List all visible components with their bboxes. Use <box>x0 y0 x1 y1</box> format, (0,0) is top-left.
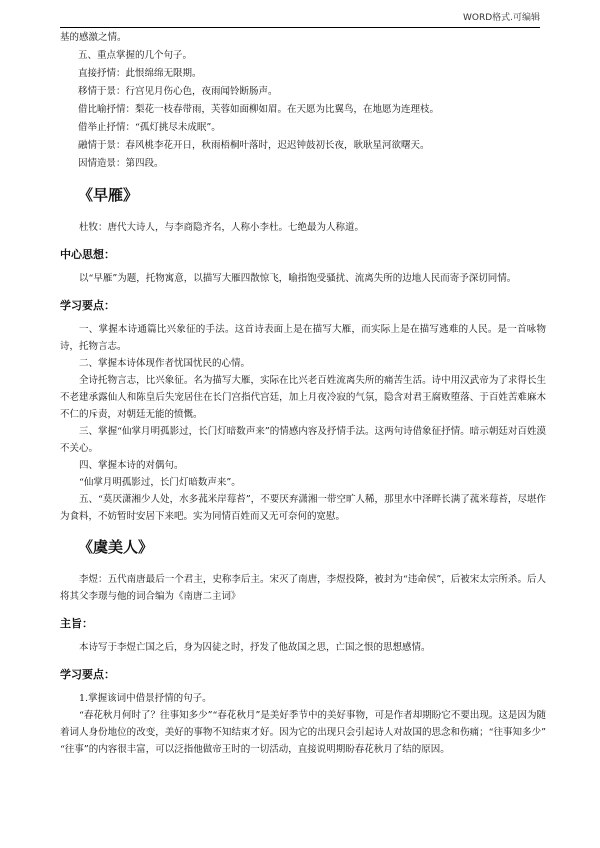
section-title: 《早雁》 <box>78 186 139 204</box>
author-intro: 李煜：五代南唐最后一个君主，史称李后主。宋灭了南唐，李煜投降，被封为“违命侯”，后被宋太宗所杀。后人将其父李璟与他的词合编为《南唐二主词》 <box>60 574 546 602</box>
header-rule <box>60 27 540 28</box>
document-body <box>60 29 546 758</box>
text-line: 因情造景：第四段。 <box>78 158 164 169</box>
study-point: 1.掌握该词中借景抒情的句子。 <box>79 693 212 704</box>
author-intro: 杜牧：唐代大诗人，与李商隐齐名，人称小李杜。七绝最为人称道。 <box>79 222 365 233</box>
theme-text: 以“早雁”为题，托物寓意，以描写大雁四散惊飞，喻指饱受骚扰、流离失所的边地人民而寄予深切同情。 <box>79 273 517 284</box>
theme-text: 本诗写于李煜亡国之后，身为囚徒之时，抒发了他故国之思，亡国之恨的思想感情。 <box>79 642 431 653</box>
text-line: 基的感激之情。 <box>60 32 127 43</box>
points-heading: 学习要点： <box>60 299 115 312</box>
study-point: “仙掌月明孤影过，长门灯暗数声来”。 <box>79 477 241 488</box>
points-heading: 学习要点： <box>60 668 115 681</box>
text-line: 借举止抒情：“孤灯挑尽未成眠”。 <box>78 122 221 133</box>
study-point: “春花秋月何时了？往事知多少”“春花秋月”是美好季节中的美好事物，可是作者却期盼它不要出现。这是因为随着词人身份地位的改变，美好的事物不知结束才好。因为它的出现只会引起诗人对故国的思念和伤痛；“往事知多少” “往事”的内容很丰富，可以泛指他做帝王时的一切活动，直接说明期盼春花秋月了结的原因。 <box>60 710 546 755</box>
text-line: 移情于景：行宫见月伤心色，夜雨闻铃断肠声。 <box>78 86 278 97</box>
text-line: 五、重点掌握的几个句子。 <box>78 50 193 61</box>
study-point: 四、掌握本诗的对偶句。 <box>79 460 184 471</box>
study-point: 三、掌握“仙掌月明孤影过，长门灯暗数声来”的情感内容及抒情手法。这两句诗借象征抒情。暗示朝廷对百姓漠不关心。 <box>60 426 546 454</box>
study-point: 全诗托物言志，比兴象征。名为描写大雁，实际在比兴老百姓流离失所的痛苦生活。诗中用汉武帝为了求得长生不老建承露仙人和陈皇后失宠居住在长门宫指代宫廷，加上月夜冷寂的气氛，隐含对君王腐败堕落、于百姓苦难麻木不仁的斥责，对朝廷无能的愤慨。 <box>60 375 546 420</box>
text-line: 借比喻抒情：梨花一枝春带雨，芙蓉如面柳如眉。在天愿为比翼鸟，在地愿为连理枝。 <box>78 104 440 115</box>
page-header: WORD格式.可编辑 <box>462 13 540 23</box>
text-line: 融情于景：春风桃李花开日，秋雨梧桐叶落时，迟迟钟鼓初长夜，耿耿星河欲曙天。 <box>78 140 430 151</box>
study-point: 一、掌握本诗通篇比兴象征的手法。这首诗表面上是在描写大雁，而实际上是在描写逃难的人民。是一首咏物诗，托物言志。 <box>60 324 546 352</box>
study-point: 二、掌握本诗体现作者忧国忧民的心情。 <box>79 358 251 369</box>
section-title: 《虞美人》 <box>78 538 154 556</box>
theme-heading: 中心思想： <box>60 248 115 261</box>
study-point: 五、“莫厌潇湘少人处，水多菰米岸莓苔”，不要厌弃潇湘一带空旷人稀，那里水中泽畔长满了菰米莓苔，尽堪作为食料，不妨暂时安居下来吧。实为同情百姓而又无可奈何的宽慰。 <box>60 494 546 522</box>
text-line: 直接抒情：此恨绵绵无限期。 <box>78 68 202 79</box>
theme-heading: 主旨： <box>60 617 93 630</box>
